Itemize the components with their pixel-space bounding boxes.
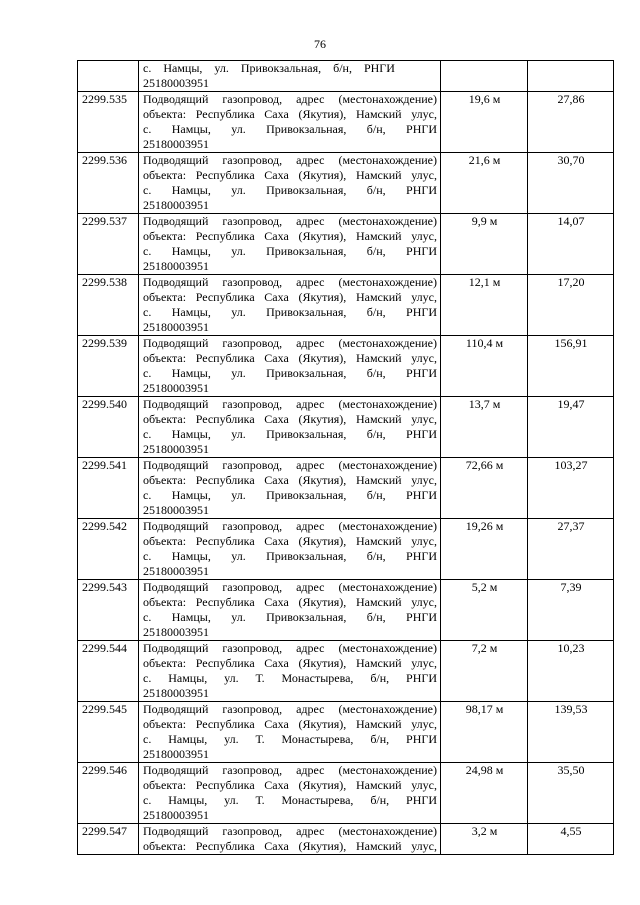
row-number-cell: 2299.544 (78, 641, 139, 702)
continuation-description-line: с. Намцы, ул. Привокзальная, б/н, РНГИ (143, 61, 395, 75)
value-cell: 27,37 (528, 519, 614, 580)
continuation-description-line: 25180003951 (143, 76, 209, 90)
row-number-cell: 2299.537 (78, 214, 139, 275)
description-line: с. Намцы, ул. Привокзальная, б/н, РНГИ (143, 244, 437, 258)
description-line: объекта: Республика Саха (Якутия), Намский улус, (143, 473, 437, 487)
description-line: 25180003951 (143, 564, 209, 578)
row-number-cell: 2299.542 (78, 519, 139, 580)
description-line: объекта: Республика Саха (Якутия), Намский улус, (143, 412, 437, 426)
description-line: с. Намцы, ул. Т. Монастырева, б/н, РНГИ (143, 732, 437, 746)
row-number-cell: 2299.543 (78, 580, 139, 641)
description-cell (139, 580, 441, 641)
value-cell: 10,23 (528, 641, 614, 702)
description-cell (139, 824, 441, 855)
continuation-value-cell (528, 61, 614, 92)
row-number-cell: 2299.538 (78, 275, 139, 336)
description-line: Подводящий газопровод, адрес (местонахождение) (143, 458, 437, 472)
continuation-num-cell (78, 61, 139, 92)
description-line: 25180003951 (143, 503, 209, 517)
description-cell (139, 702, 441, 763)
description-cell (139, 92, 441, 153)
description-line: Подводящий газопровод, адрес (местонахождение) (143, 702, 437, 716)
length-cell: 3,2 м (441, 824, 528, 855)
description-line: Подводящий газопровод, адрес (местонахождение) (143, 397, 437, 411)
description-line: Подводящий газопровод, адрес (местонахождение) (143, 580, 437, 594)
description-line: Подводящий газопровод, адрес (местонахождение) (143, 824, 437, 838)
length-cell: 98,17 м (441, 702, 528, 763)
description-line: 25180003951 (143, 259, 209, 273)
table-row (78, 641, 614, 702)
description-line: с. Намцы, ул. Привокзальная, б/н, РНГИ (143, 427, 437, 441)
table-row (78, 702, 614, 763)
description-cell (139, 153, 441, 214)
description-line: 25180003951 (143, 137, 209, 151)
description-cell (139, 275, 441, 336)
description-cell (139, 641, 441, 702)
table-row (78, 580, 614, 641)
description-line: 25180003951 (143, 320, 209, 334)
continuation-description-cell (139, 61, 441, 92)
description-line: 25180003951 (143, 747, 209, 761)
description-cell (139, 336, 441, 397)
value-cell: 30,70 (528, 153, 614, 214)
registry-table-body (78, 61, 614, 855)
row-number-cell: 2299.545 (78, 702, 139, 763)
description-line: Подводящий газопровод, адрес (местонахождение) (143, 336, 437, 350)
row-number-cell: 2299.536 (78, 153, 139, 214)
value-cell: 19,47 (528, 397, 614, 458)
value-cell: 7,39 (528, 580, 614, 641)
description-line: объекта: Республика Саха (Якутия), Намский улус, (143, 168, 437, 182)
description-line: объекта: Республика Саха (Якутия), Намский улус, (143, 839, 437, 853)
description-line: объекта: Республика Саха (Якутия), Намский улус, (143, 656, 437, 670)
table-row (78, 397, 614, 458)
description-line: Подводящий газопровод, адрес (местонахождение) (143, 519, 437, 533)
table-row (78, 275, 614, 336)
value-cell: 14,07 (528, 214, 614, 275)
continuation-length-cell (441, 61, 528, 92)
description-line: с. Намцы, ул. Привокзальная, б/н, РНГИ (143, 366, 437, 380)
description-line: объекта: Республика Саха (Якутия), Намский улус, (143, 717, 437, 731)
description-line: с. Намцы, ул. Т. Монастырева, б/н, РНГИ (143, 671, 437, 685)
description-line: объекта: Республика Саха (Якутия), Намский улус, (143, 351, 437, 365)
description-line: 25180003951 (143, 686, 209, 700)
length-cell: 13,7 м (441, 397, 528, 458)
description-line: с. Намцы, ул. Привокзальная, б/н, РНГИ (143, 183, 437, 197)
value-cell: 4,55 (528, 824, 614, 855)
row-number-cell: 2299.547 (78, 824, 139, 855)
description-line: Подводящий газопровод, адрес (местонахождение) (143, 92, 437, 106)
table-row (78, 214, 614, 275)
description-line: объекта: Республика Саха (Якутия), Намский улус, (143, 595, 437, 609)
description-line: объекта: Республика Саха (Якутия), Намский улус, (143, 290, 437, 304)
description-line: 25180003951 (143, 381, 209, 395)
description-line: с. Намцы, ул. Привокзальная, б/н, РНГИ (143, 305, 437, 319)
table-row (78, 519, 614, 580)
value-cell: 35,50 (528, 763, 614, 824)
row-number-cell: 2299.535 (78, 92, 139, 153)
length-cell: 9,9 м (441, 214, 528, 275)
description-line: Подводящий газопровод, адрес (местонахождение) (143, 214, 437, 228)
description-line: Подводящий газопровод, адрес (местонахождение) (143, 763, 437, 777)
description-line: 25180003951 (143, 442, 209, 456)
description-line: 25180003951 (143, 808, 209, 822)
length-cell: 12,1 м (441, 275, 528, 336)
description-cell (139, 214, 441, 275)
description-line: с. Намцы, ул. Т. Монастырева, б/н, РНГИ (143, 793, 437, 807)
length-cell: 19,6 м (441, 92, 528, 153)
value-cell: 139,53 (528, 702, 614, 763)
value-cell: 156,91 (528, 336, 614, 397)
description-cell (139, 763, 441, 824)
description-line: объекта: Республика Саха (Якутия), Намский улус, (143, 778, 437, 792)
length-cell: 110,4 м (441, 336, 528, 397)
length-cell: 5,2 м (441, 580, 528, 641)
description-line: Подводящий газопровод, адрес (местонахождение) (143, 275, 437, 289)
length-cell: 7,2 м (441, 641, 528, 702)
description-line: с. Намцы, ул. Привокзальная, б/н, РНГИ (143, 122, 437, 136)
description-line: с. Намцы, ул. Привокзальная, б/н, РНГИ (143, 549, 437, 563)
description-line: объекта: Республика Саха (Якутия), Намский улус, (143, 107, 437, 121)
row-number-cell: 2299.539 (78, 336, 139, 397)
length-cell: 19,26 м (441, 519, 528, 580)
description-line: Подводящий газопровод, адрес (местонахождение) (143, 641, 437, 655)
description-cell (139, 397, 441, 458)
table-row (78, 458, 614, 519)
description-line: Подводящий газопровод, адрес (местонахождение) (143, 153, 437, 167)
length-cell: 72,66 м (441, 458, 528, 519)
description-cell (139, 458, 441, 519)
property-registry-table (77, 60, 614, 855)
table-row (78, 763, 614, 824)
row-number-cell: 2299.541 (78, 458, 139, 519)
value-cell: 27,86 (528, 92, 614, 153)
description-line: 25180003951 (143, 198, 209, 212)
description-line: 25180003951 (143, 625, 209, 639)
table-row (78, 153, 614, 214)
value-cell: 17,20 (528, 275, 614, 336)
description-line: объекта: Республика Саха (Якутия), Намский улус, (143, 229, 437, 243)
row-number-cell: 2299.540 (78, 397, 139, 458)
length-cell: 24,98 м (441, 763, 528, 824)
table-row (78, 92, 614, 153)
table-row (78, 336, 614, 397)
description-line: с. Намцы, ул. Привокзальная, б/н, РНГИ (143, 488, 437, 502)
description-cell (139, 519, 441, 580)
page-number: 76 (314, 37, 326, 51)
continuation-row (78, 61, 614, 92)
row-number-cell: 2299.546 (78, 763, 139, 824)
value-cell: 103,27 (528, 458, 614, 519)
description-line: объекта: Республика Саха (Якутия), Намский улус, (143, 534, 437, 548)
description-line: с. Намцы, ул. Привокзальная, б/н, РНГИ (143, 610, 437, 624)
length-cell: 21,6 м (441, 153, 528, 214)
table-row (78, 824, 614, 855)
